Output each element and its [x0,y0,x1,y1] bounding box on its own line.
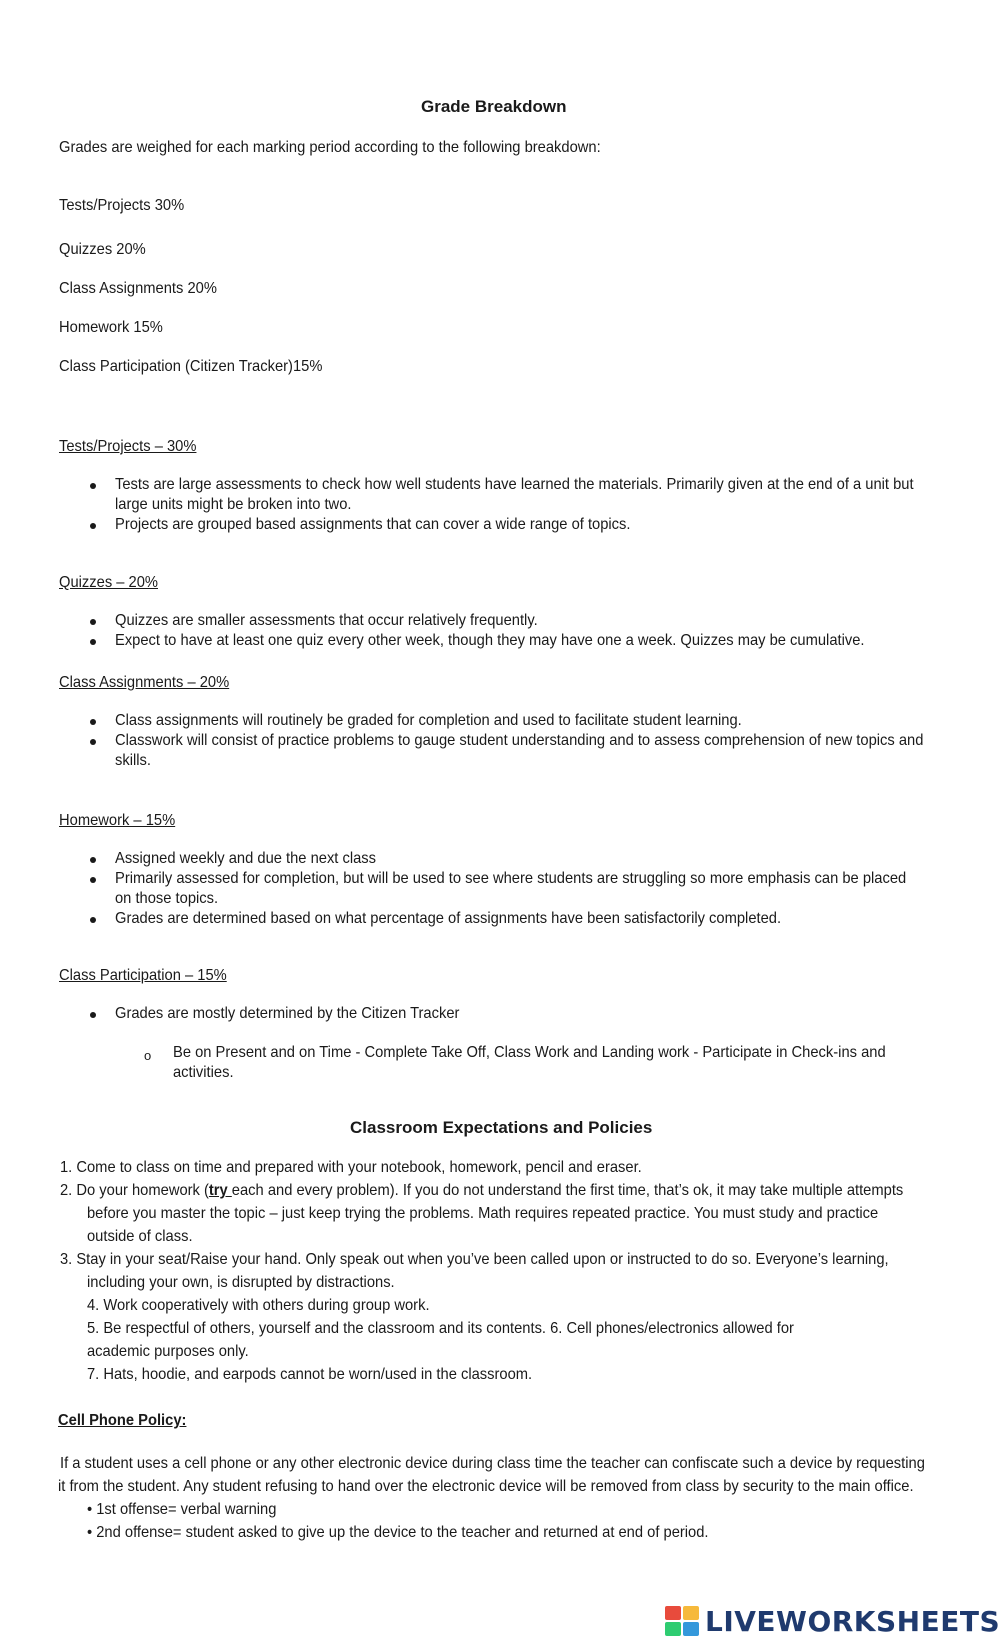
classwork-bullet-2-line-1: Classwork will consist of practice problems to gauge student understanding and to assess comprehension of new topics and [115,732,924,749]
cell-policy-line-1: If a student uses a cell phone or any other electronic device during class time the teacher can confiscate such a device by requesting [60,1455,925,1472]
expectations-heading: Classroom Expectations and Policies [350,1118,653,1137]
expectation-line-1: 1. Come to class on time and prepared with your notebook, homework, pencil and eraser. [60,1159,642,1176]
classwork-bullet-1: Class assignments will routinely be graded for completion and used to facilitate student learning. [115,712,742,729]
section-title-tests: Tests/Projects – 30% [59,438,197,455]
expectation-line-2-start: 2. Do your homework ( [60,1182,209,1199]
section-title-quizzes: Quizzes – 20% [59,574,159,591]
participation-bullet-1: Grades are mostly determined by the Citizen Tracker [115,1005,460,1022]
expectation-line-5: 3. Stay in your seat/Raise your hand. Only speak out when you’ve been called upon or instructed to do so. Everyone’s learning, [60,1251,889,1268]
bullet-icon [90,719,96,725]
quizzes-bullet-1: Quizzes are smaller assessments that occur relatively frequently. [115,612,538,629]
bullet-icon [90,523,96,529]
bullet-icon [90,857,96,863]
expectation-line-6: including your own, is disrupted by distractions. [87,1274,395,1291]
section-title-participation: Class Participation – 15% [59,967,227,984]
expectation-line-9: academic purposes only. [87,1343,249,1360]
section-title-classwork: Class Assignments – 20% [59,674,230,691]
expectation-line-10: 7. Hats, hoodie, and earpods cannot be worn/used in the classroom. [87,1366,533,1383]
cell-policy-line-2: it from the student. Any student refusing to hand over the electronic device will be removed from class by security to the main office. [58,1478,914,1495]
homework-bullet-2-line-1: Primarily assessed for completion, but will be used to see where students are struggling so more emphasis can be placed [115,870,907,887]
logo-text: LIVEWORKSHEETS [705,1604,1000,1638]
sub-bullet-marker: o [144,1048,152,1063]
bullet-icon [90,483,96,489]
bullet-icon [90,877,96,883]
offense-2: • 2nd offense= student asked to give up the device to the teacher and returned at end of period. [87,1524,709,1541]
homework-bullet-1: Assigned weekly and due the next class [115,850,377,867]
participation-sub-line-1: Be on Present and on Time - Complete Take Off, Class Work and Landing work - Participate in Check-ins and [173,1044,886,1061]
bullet-icon [90,1012,96,1018]
expectation-line-2-end: each and every problem). If you do not understand the first time, that’s ok, it may take multiple attempts [231,1182,904,1199]
expectation-line-8: 5. Be respectful of others, yourself and the classroom and its contents. 6. Cell phones/electronics allowed for [87,1320,794,1337]
weight-participation: Class Participation (Citizen Tracker)15% [59,358,323,375]
weight-homework: Homework 15% [59,319,163,336]
expectation-line-2 [60,1181,903,1201]
logo-mark-icon [665,1606,699,1636]
page-title: Grade Breakdown [421,97,567,116]
liveworksheets-logo [665,1604,1000,1638]
weight-quizzes: Quizzes 20% [59,241,146,258]
participation-sub-line-2: activities. [173,1064,234,1081]
bullet-icon [90,917,96,923]
homework-bullet-3: Grades are determined based on what percentage of assignments have been satisfactorily completed. [115,910,782,927]
intro-text: Grades are weighed for each marking period according to the following breakdown: [59,139,601,156]
expectation-line-3: before you master the topic – just keep trying the problems. Math requires repeated practice. You must study and practice [87,1205,879,1222]
bullet-icon [90,739,96,745]
expectation-line-7: 4. Work cooperatively with others during group work. [87,1297,430,1314]
classwork-bullet-2-line-2: skills. [115,752,151,769]
cell-policy-heading: Cell Phone Policy: [58,1412,187,1429]
weight-tests: Tests/Projects 30% [59,197,185,214]
offense-1: • 1st offense= verbal warning [87,1501,277,1518]
tests-bullet-2: Projects are grouped based assignments that can cover a wide range of topics. [115,516,631,533]
tests-bullet-1-line-1: Tests are large assessments to check how well students have learned the materials. Primarily given at the end of a unit but [115,476,914,493]
section-title-homework: Homework – 15% [59,812,176,829]
bullet-icon [90,619,96,625]
bullet-icon [90,639,96,645]
expectation-line-4: outside of class. [87,1228,193,1245]
try-emphasis: try [208,1182,232,1199]
weight-class-assignments: Class Assignments 20% [59,280,217,297]
tests-bullet-1-line-2: large units might be broken into two. [115,496,352,513]
quizzes-bullet-2: Expect to have at least one quiz every other week, though they may have one a week. Quizzes may be cumulative. [115,632,865,649]
homework-bullet-2-line-2: on those topics. [115,890,219,907]
